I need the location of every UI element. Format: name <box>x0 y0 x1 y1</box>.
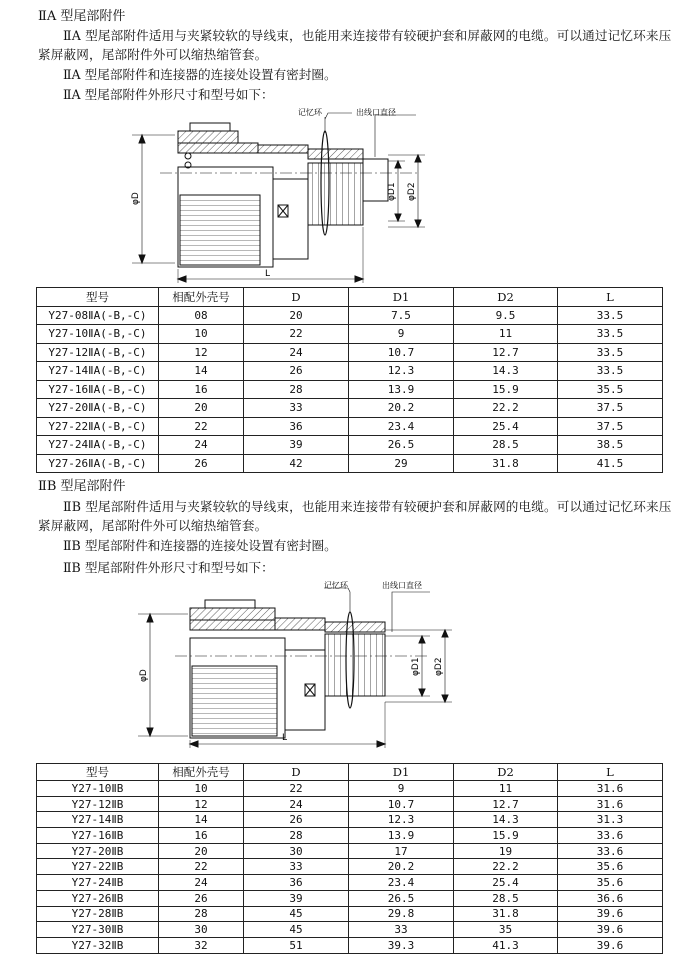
table-cell: 29.8 <box>349 906 454 922</box>
table-cell: Y27-10ⅡA(-B,-C) <box>37 325 159 344</box>
table-cell: 41.3 <box>454 937 558 953</box>
table-cell: 39.6 <box>558 906 663 922</box>
table-cell: 39.6 <box>558 922 663 938</box>
table-row <box>37 875 663 891</box>
table-cell: Y27-22ⅡA(-B,-C) <box>37 417 159 436</box>
table-cell: 33.5 <box>558 362 663 381</box>
table-cell: 20.2 <box>349 399 454 418</box>
table-header-row <box>37 764 663 781</box>
table-cell: 19 <box>454 843 558 859</box>
section-b-title: ⅡB 型尾部附件 <box>38 479 126 494</box>
table-cell: 7.5 <box>349 306 454 325</box>
table-row <box>37 436 663 455</box>
table-cell: 35.6 <box>558 859 663 875</box>
section-a-paragraph1: ⅡA 型尾部附件适用与夹紧较软的导线束，也能用来连接带有较硬护套和屏蔽网的电缆。可以通过记忆环来压紧屏蔽网，尾部附件外可以缩热缩管套。 <box>38 28 672 62</box>
table-cell: 25.4 <box>454 417 558 436</box>
table-cell: 39.3 <box>349 937 454 953</box>
table-cell: 28 <box>244 828 349 844</box>
table-cell: Y27-08ⅡA(-B,-C) <box>37 306 159 325</box>
table-cell: 14.3 <box>454 812 558 828</box>
table-cell: Y27-32ⅡB <box>37 937 159 953</box>
table-cell: 39 <box>244 436 349 455</box>
table-cell: 16 <box>159 828 244 844</box>
table-cell: Y27-12ⅡB <box>37 796 159 812</box>
table-cell: 16 <box>159 380 244 399</box>
section-b-spec-table <box>36 763 663 954</box>
table-cell: Y27-30ⅡB <box>37 922 159 938</box>
table-cell: Y27-20ⅡB <box>37 843 159 859</box>
table-cell: 36 <box>244 417 349 436</box>
table-cell: Y27-14ⅡA(-B,-C) <box>37 362 159 381</box>
table-cell: 36.6 <box>558 890 663 906</box>
table-cell: 13.9 <box>349 380 454 399</box>
table-cell: Y27-24ⅡA(-B,-C) <box>37 436 159 455</box>
table-cell: 20 <box>159 843 244 859</box>
table-cell: 45 <box>244 922 349 938</box>
table-cell: 08 <box>159 306 244 325</box>
header-shell-size: 相配外壳号 <box>159 288 244 307</box>
outlet-diameter-label: 出线口直径 <box>382 581 422 590</box>
dim-d2-label: φD2 <box>407 182 417 201</box>
table-cell: 37.5 <box>558 417 663 436</box>
table-cell: 17 <box>349 843 454 859</box>
header-d1: D1 <box>349 764 454 781</box>
table-row <box>37 325 663 344</box>
header-d: D <box>244 764 349 781</box>
table-row <box>37 306 663 325</box>
table-cell: 22.2 <box>454 399 558 418</box>
table-cell: 32 <box>159 937 244 953</box>
table-cell: 25.4 <box>454 875 558 891</box>
table-cell: Y27-28ⅡB <box>37 906 159 922</box>
header-d2: D2 <box>454 764 558 781</box>
table-cell: 14.3 <box>454 362 558 381</box>
table-cell: 35 <box>454 922 558 938</box>
table-cell: 22 <box>159 859 244 875</box>
table-cell: 20.2 <box>349 859 454 875</box>
table-cell: Y27-16ⅡB <box>37 828 159 844</box>
section-a-title: ⅡA 型尾部附件 <box>38 9 126 24</box>
table-row <box>37 890 663 906</box>
drawing-outline <box>132 113 425 283</box>
table-cell: 26 <box>244 812 349 828</box>
table-row <box>37 937 663 953</box>
section-b-paragraph1: ⅡB 型尾部附件适用与夹紧较软的导线束，也能用来连接带有较硬护套和屏蔽网的电缆。可以通过记忆环来压紧屏蔽网，尾部附件外可以缩热缩管套。 <box>38 499 672 533</box>
header-l: L <box>558 288 663 307</box>
table-cell: Y27-12ⅡA(-B,-C) <box>37 343 159 362</box>
table-cell: 33.5 <box>558 343 663 362</box>
table-cell: 29 <box>349 454 454 473</box>
table-cell: 12 <box>159 343 244 362</box>
table-cell: 11 <box>454 781 558 797</box>
table-cell: 12.7 <box>454 343 558 362</box>
table-row <box>37 812 663 828</box>
table-cell: Y27-24ⅡB <box>37 875 159 891</box>
section-b-paragraph2: ⅡB 型尾部附件和连接器的连接处设置有密封圈。 <box>63 538 337 553</box>
table-cell: 12.3 <box>349 812 454 828</box>
table-cell: Y27-22ⅡB <box>37 859 159 875</box>
table-cell: 20 <box>244 306 349 325</box>
table-header-row <box>37 288 663 307</box>
table-cell: 15.9 <box>454 380 558 399</box>
table-cell: 30 <box>244 843 349 859</box>
table-cell: 14 <box>159 362 244 381</box>
table-cell: 30 <box>159 922 244 938</box>
table-cell: Y27-26ⅡA(-B,-C) <box>37 454 159 473</box>
table-row <box>37 828 663 844</box>
table-cell: 33 <box>244 859 349 875</box>
table-cell: 12 <box>159 796 244 812</box>
table-cell: 31.8 <box>454 906 558 922</box>
table-cell: 22 <box>244 781 349 797</box>
header-d: D <box>244 288 349 307</box>
table-cell: Y27-14ⅡB <box>37 812 159 828</box>
table-cell: 42 <box>244 454 349 473</box>
section-a-paragraph2: ⅡA 型尾部附件和连接器的连接处设置有密封圈。 <box>63 67 337 82</box>
table-cell: 39.6 <box>558 937 663 953</box>
table-row <box>37 922 663 938</box>
table-row <box>37 380 663 399</box>
table-cell: 31.6 <box>558 796 663 812</box>
table-cell: 26 <box>159 454 244 473</box>
table-cell: 33.6 <box>558 843 663 859</box>
table-cell: 23.4 <box>349 417 454 436</box>
table-cell: 13.9 <box>349 828 454 844</box>
table-cell: 22 <box>244 325 349 344</box>
table-cell: Y27-20ⅡA(-B,-C) <box>37 399 159 418</box>
dim-l-label: L <box>282 733 288 743</box>
table-cell: 26.5 <box>349 890 454 906</box>
table-row <box>37 343 663 362</box>
table-row <box>37 843 663 859</box>
table-cell: 12.3 <box>349 362 454 381</box>
table-row <box>37 906 663 922</box>
table-cell: 24 <box>244 343 349 362</box>
section-b-paragraph3: ⅡB 型尾部附件外形尺寸和型号如下： <box>63 560 274 575</box>
table-cell: 24 <box>159 436 244 455</box>
outlet-diameter-label: 出线口直径 <box>356 108 396 117</box>
header-model: 型号 <box>37 288 159 307</box>
table-cell: 35.5 <box>558 380 663 399</box>
table-cell: 22.2 <box>454 859 558 875</box>
table-cell: 10.7 <box>349 343 454 362</box>
header-d2: D2 <box>454 288 558 307</box>
table-cell: 31.3 <box>558 812 663 828</box>
table-cell: 28.5 <box>454 436 558 455</box>
table-cell: 33.5 <box>558 325 663 344</box>
table-cell: 33.6 <box>558 828 663 844</box>
table-cell: 14 <box>159 812 244 828</box>
table-cell: 33.5 <box>558 306 663 325</box>
section-a-spec-table <box>36 287 663 473</box>
table-cell: 10 <box>159 781 244 797</box>
dim-d-label: φD <box>131 192 141 205</box>
dim-d-label: φD <box>139 669 149 682</box>
table-cell: 12.7 <box>454 796 558 812</box>
table-cell: 20 <box>159 399 244 418</box>
table-row <box>37 362 663 381</box>
memory-ring-label: 记忆环 <box>298 108 322 117</box>
table-cell: 10 <box>159 325 244 344</box>
table-cell: 28.5 <box>454 890 558 906</box>
table-cell: 9 <box>349 781 454 797</box>
header-l: L <box>558 764 663 781</box>
memory-ring-label: 记忆环 <box>324 581 348 590</box>
dim-l-label: L <box>265 269 271 279</box>
table-cell: Y27-26ⅡB <box>37 890 159 906</box>
drawing-outline <box>138 588 452 748</box>
table-cell: Y27-16ⅡA(-B,-C) <box>37 380 159 399</box>
table-cell: 36 <box>244 875 349 891</box>
table-cell: 31.6 <box>558 781 663 797</box>
header-shell-size: 相配外壳号 <box>159 764 244 781</box>
table-cell: 45 <box>244 906 349 922</box>
dim-d1-label: φD1 <box>387 182 397 201</box>
header-d1: D1 <box>349 288 454 307</box>
section-b-connector-drawing <box>130 578 460 758</box>
dim-d1-label: φD1 <box>411 657 421 676</box>
table-cell: 41.5 <box>558 454 663 473</box>
section-a-paragraph3: ⅡA 型尾部附件外形尺寸和型号如下： <box>63 87 274 102</box>
table-cell: 23.4 <box>349 875 454 891</box>
table-cell: 24 <box>244 796 349 812</box>
table-cell: 22 <box>159 417 244 436</box>
table-cell: 28 <box>244 380 349 399</box>
table-row <box>37 417 663 436</box>
table-cell: 33 <box>244 399 349 418</box>
table-cell: 37.5 <box>558 399 663 418</box>
table-cell: 9 <box>349 325 454 344</box>
section-a-connector-drawing <box>120 105 450 285</box>
table-cell: 9.5 <box>454 306 558 325</box>
table-cell: 26 <box>159 890 244 906</box>
table-row <box>37 859 663 875</box>
table-cell: Y27-10ⅡB <box>37 781 159 797</box>
table-cell: 39 <box>244 890 349 906</box>
table-row <box>37 781 663 797</box>
table-cell: 38.5 <box>558 436 663 455</box>
table-cell: 31.8 <box>454 454 558 473</box>
table-cell: 33 <box>349 922 454 938</box>
table-cell: 26 <box>244 362 349 381</box>
table-cell: 28 <box>159 906 244 922</box>
table-cell: 10.7 <box>349 796 454 812</box>
header-model: 型号 <box>37 764 159 781</box>
table-cell: 35.6 <box>558 875 663 891</box>
table-cell: 24 <box>159 875 244 891</box>
dim-d2-label: φD2 <box>434 657 444 676</box>
table-cell: 15.9 <box>454 828 558 844</box>
table-cell: 26.5 <box>349 436 454 455</box>
table-cell: 51 <box>244 937 349 953</box>
table-row <box>37 796 663 812</box>
table-row <box>37 399 663 418</box>
table-cell: 11 <box>454 325 558 344</box>
table-row <box>37 454 663 473</box>
